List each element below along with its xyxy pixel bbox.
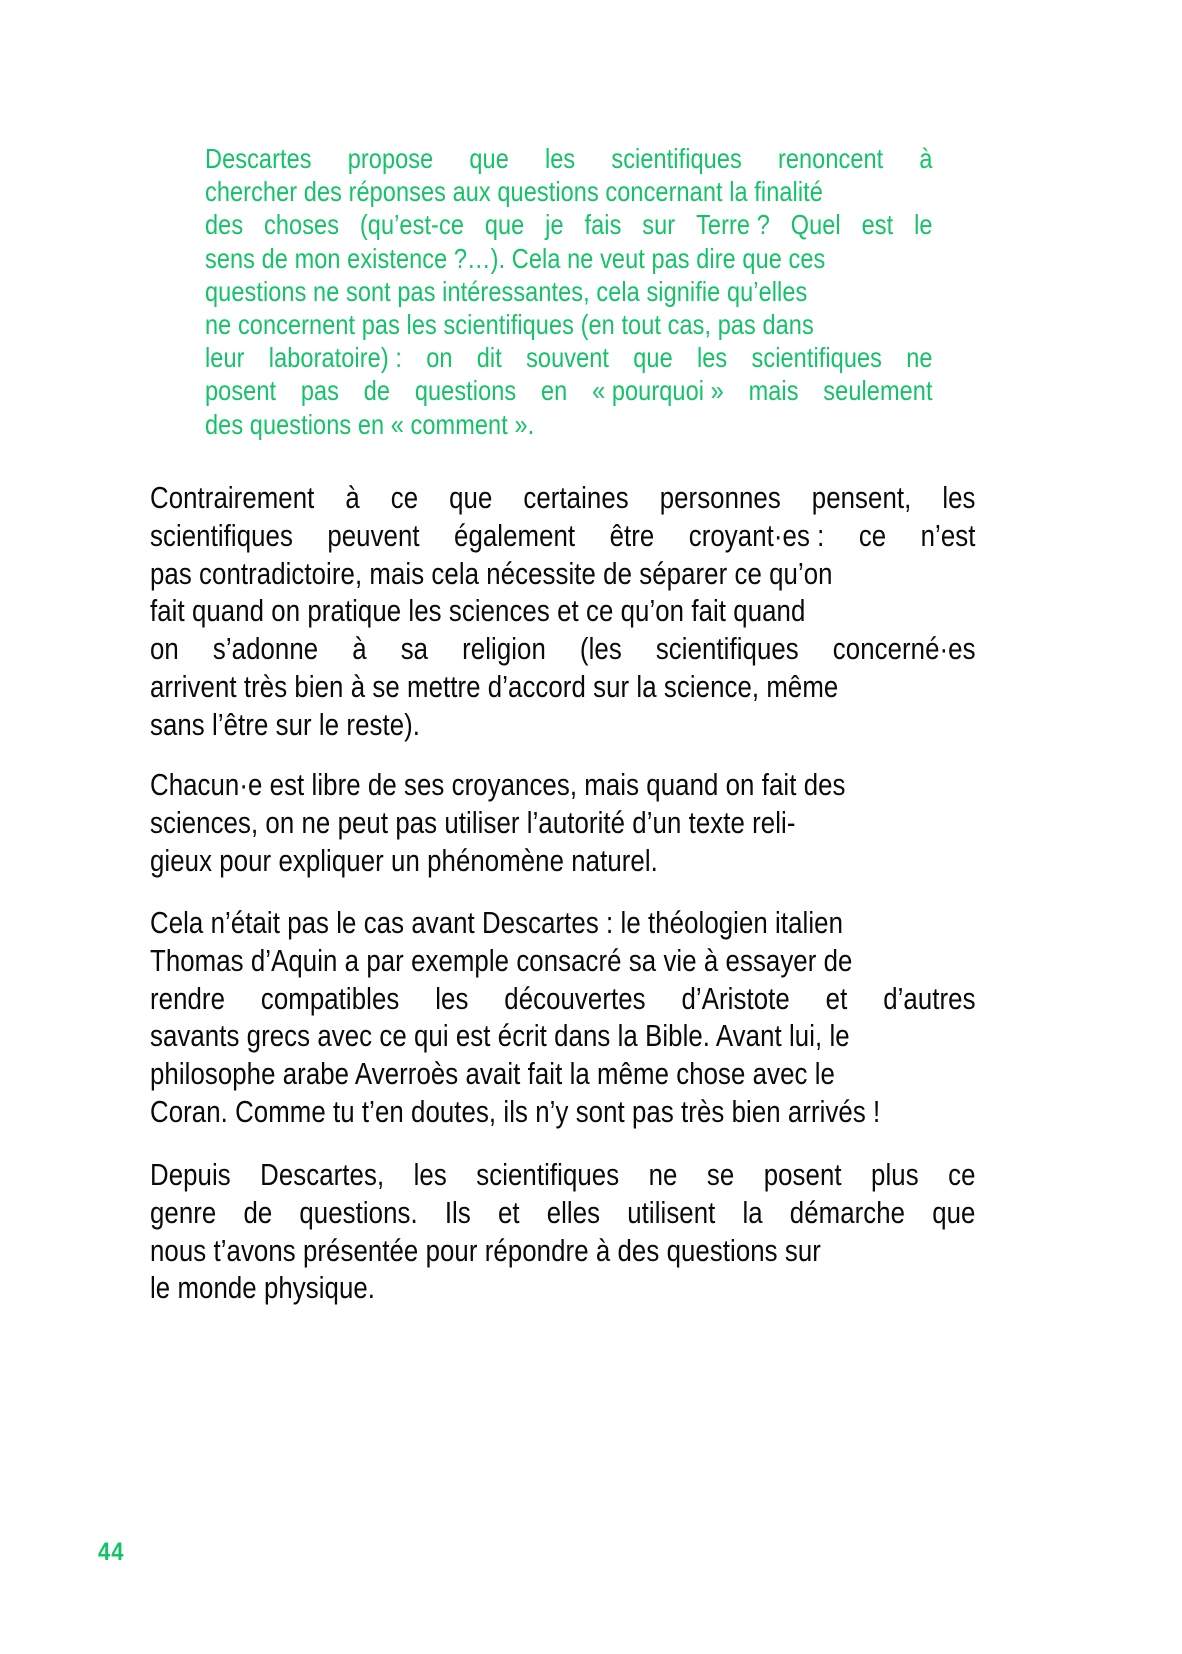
- quote-word: chercher des réponses aux questions concernant la finalité: [205, 176, 823, 208]
- paragraph-word: compatibles: [260, 981, 400, 1016]
- paragraph-word: découvertes: [504, 981, 646, 1016]
- paragraph-word: Chacun·e est libre de ses croyances, mais quand on fait des: [150, 768, 846, 802]
- body-paragraph-4: [150, 1157, 976, 1308]
- paragraph-word: utilisent: [627, 1195, 716, 1230]
- paragraph-word: les: [435, 981, 469, 1016]
- quote-word: dit: [476, 342, 502, 374]
- quote-word: scientifiques: [751, 342, 883, 374]
- paragraph-word: les: [942, 481, 976, 515]
- paragraph-word: s’adonne: [212, 632, 319, 667]
- paragraph-word: Coran. Comme tu t’en doutes, ils n’y sont pas très bien arrivés !: [150, 1094, 881, 1129]
- quote-word: le: [914, 209, 933, 241]
- quote-word: des questions en « comment ».: [205, 408, 535, 440]
- paragraph-word: croyant·es :: [688, 518, 825, 553]
- paragraph-word: que: [932, 1195, 976, 1230]
- quote-word: seulement: [823, 375, 933, 407]
- paragraph-word: d’Aristote: [681, 981, 790, 1016]
- paragraph-word: religion: [462, 632, 546, 667]
- paragraph-line: [150, 556, 976, 594]
- page-number-folio: 44: [98, 1538, 125, 1566]
- paragraph-line: [150, 518, 976, 556]
- body-paragraph-2: [150, 767, 976, 880]
- quote-word: est: [861, 209, 894, 241]
- quote-word: questions ne sont pas intéressantes, cela signifie qu’elles: [205, 275, 808, 307]
- body-paragraph-1: [150, 480, 976, 745]
- paragraph-line: [150, 1018, 976, 1056]
- paragraph-word: pas contradictoire, mais cela nécessite de séparer ce qu’on: [150, 556, 833, 591]
- quote-word: scientifiques: [611, 143, 742, 174]
- paragraph-line: [150, 981, 976, 1019]
- quote-word: mais: [748, 375, 799, 407]
- paragraph-line: [150, 631, 976, 669]
- quote-word: renoncent: [777, 143, 884, 174]
- paragraph-word: Depuis: [150, 1158, 231, 1192]
- paragraph-word: Thomas d’Aquin a par exemple consacré sa vie à essayer de: [150, 943, 853, 978]
- quote-line: [205, 208, 933, 241]
- paragraph-line: [150, 1157, 976, 1195]
- paragraph-word: à: [345, 481, 360, 515]
- paragraph-word: ne: [648, 1158, 678, 1192]
- paragraph-line: [150, 1195, 976, 1233]
- paragraph-line: [150, 905, 976, 943]
- paragraph-word: arrivent très bien à se mettre d’accord sur la science, même: [150, 669, 839, 704]
- paragraph-word: de: [243, 1195, 273, 1230]
- paragraph-word: et: [497, 1195, 520, 1230]
- quote-word: posent: [205, 375, 277, 407]
- paragraph-word: être: [609, 518, 655, 553]
- quote-word: je: [545, 209, 564, 241]
- paragraph-line: [150, 1270, 976, 1308]
- quote-word: (qu’est-ce: [359, 209, 464, 241]
- paragraph-line: [150, 593, 976, 631]
- paragraph-word: Contrairement: [150, 481, 315, 515]
- paragraph-word: elles: [546, 1195, 601, 1230]
- paragraph-word: sciences, on ne peut pas utiliser l’autorité d’un texte reli-: [150, 805, 796, 840]
- paragraph-line: [150, 843, 976, 881]
- paragraph-line: [150, 1233, 976, 1271]
- paragraph-word: ce: [858, 518, 887, 553]
- paragraph-line: [150, 480, 976, 518]
- quote-word: que: [484, 209, 525, 241]
- quote-word: Descartes: [205, 143, 312, 174]
- quote-word: en: [541, 375, 568, 407]
- quote-word: à: [919, 143, 933, 174]
- paragraph-line: [150, 805, 976, 843]
- paragraph-word: philosophe arabe Averroès avait fait la même chose avec le: [150, 1057, 835, 1092]
- quote-line: [205, 142, 933, 175]
- quote-word: sur: [642, 209, 676, 241]
- quote-word: propose: [347, 143, 434, 174]
- paragraph-word: démarche: [789, 1195, 906, 1230]
- quote-word: questions: [414, 375, 517, 407]
- quote-word: que: [469, 143, 509, 174]
- quote-line: [205, 275, 933, 308]
- paragraph-line: [150, 767, 976, 805]
- quote-word: pas: [300, 375, 340, 407]
- paragraph-line: [150, 1094, 976, 1132]
- quote-word: laboratoire) :: [268, 342, 402, 374]
- paragraph-line: [150, 669, 976, 707]
- quote-word: fais: [584, 209, 622, 241]
- quote-word: de: [363, 375, 391, 407]
- paragraph-word: gieux pour expliquer un phénomène naturel.: [150, 843, 658, 878]
- paragraph-word: sa: [400, 632, 429, 667]
- highlighted-quote-block: [205, 142, 933, 441]
- paragraph-word: scientifiques: [476, 1158, 620, 1192]
- quote-line: [205, 308, 933, 341]
- paragraph-word: n’est: [920, 518, 976, 553]
- paragraph-word: d’autres: [883, 981, 976, 1016]
- paragraph-word: nous t’avons présentée pour répondre à des questions sur: [150, 1233, 821, 1268]
- paragraph-word: rendre: [150, 981, 226, 1016]
- quote-word: « pourquoi »: [592, 375, 724, 407]
- paragraph-word: (les: [579, 632, 622, 667]
- paragraph-word: on: [150, 632, 179, 667]
- body-paragraph-3: [150, 905, 976, 1132]
- paragraph-word: se: [706, 1158, 735, 1192]
- paragraph-word: la: [742, 1195, 763, 1230]
- quote-word: souvent: [526, 342, 610, 374]
- quote-word: Terre ?: [696, 209, 770, 241]
- quote-word: ne: [906, 342, 933, 374]
- paragraph-word: que: [449, 481, 493, 515]
- quote-line: [205, 408, 933, 441]
- paragraph-word: les: [413, 1158, 447, 1192]
- paragraph-line: [150, 707, 976, 745]
- paragraph-word: à: [352, 632, 367, 667]
- paragraph-word: plus: [871, 1158, 919, 1192]
- paragraph-word: posent: [763, 1158, 842, 1192]
- quote-line: [205, 341, 933, 374]
- paragraph-word: ce: [390, 481, 419, 515]
- quote-word: que: [633, 342, 673, 374]
- paragraph-word: Ils: [444, 1195, 471, 1230]
- quote-word: sens de mon existence ?…). Cela ne veut pas dire que ces: [205, 242, 826, 274]
- paragraph-word: scientifiques: [150, 518, 293, 553]
- paragraph-word: peuvent: [327, 518, 420, 553]
- paragraph-word: également: [454, 518, 576, 553]
- paragraph-line: [150, 1056, 976, 1094]
- paragraph-word: personnes: [659, 481, 781, 515]
- quote-word: choses: [264, 209, 340, 241]
- paragraph-word: pensent,: [811, 481, 912, 515]
- quote-word: des: [205, 209, 244, 241]
- paragraph-word: Cela n’était pas le cas avant Descartes : le théologien italien: [150, 906, 843, 940]
- paragraph-word: certaines: [523, 481, 629, 515]
- quote-word: les: [696, 342, 728, 374]
- paragraph-word: scientifiques: [655, 632, 799, 667]
- paragraph-word: sans l’être sur le reste).: [150, 707, 421, 742]
- paragraph-word: fait quand on pratique les sciences et ce qu’on fait quand: [150, 594, 806, 629]
- paragraph-line: [150, 943, 976, 981]
- paragraph-word: savants grecs avec ce qui est écrit dans la Bible. Avant lui, le: [150, 1019, 850, 1054]
- quote-word: Quel: [790, 209, 841, 241]
- paragraph-word: Descartes,: [260, 1158, 385, 1192]
- paragraph-word: genre: [150, 1195, 217, 1230]
- quote-line: [205, 242, 933, 275]
- paragraph-word: questions.: [299, 1195, 418, 1230]
- quote-line: [205, 175, 933, 208]
- quote-word: leur: [205, 342, 245, 374]
- paragraph-word: concerné·es: [832, 632, 976, 667]
- paragraph-word: et: [825, 981, 848, 1016]
- paragraph-word: ce: [948, 1158, 976, 1192]
- quote-word: les: [544, 143, 576, 174]
- quote-word: on: [426, 342, 453, 374]
- quote-word: ne concernent pas les scientifiques (en tout cas, pas dans: [205, 309, 814, 341]
- paragraph-word: le monde physique.: [150, 1271, 376, 1306]
- quote-line: [205, 374, 933, 407]
